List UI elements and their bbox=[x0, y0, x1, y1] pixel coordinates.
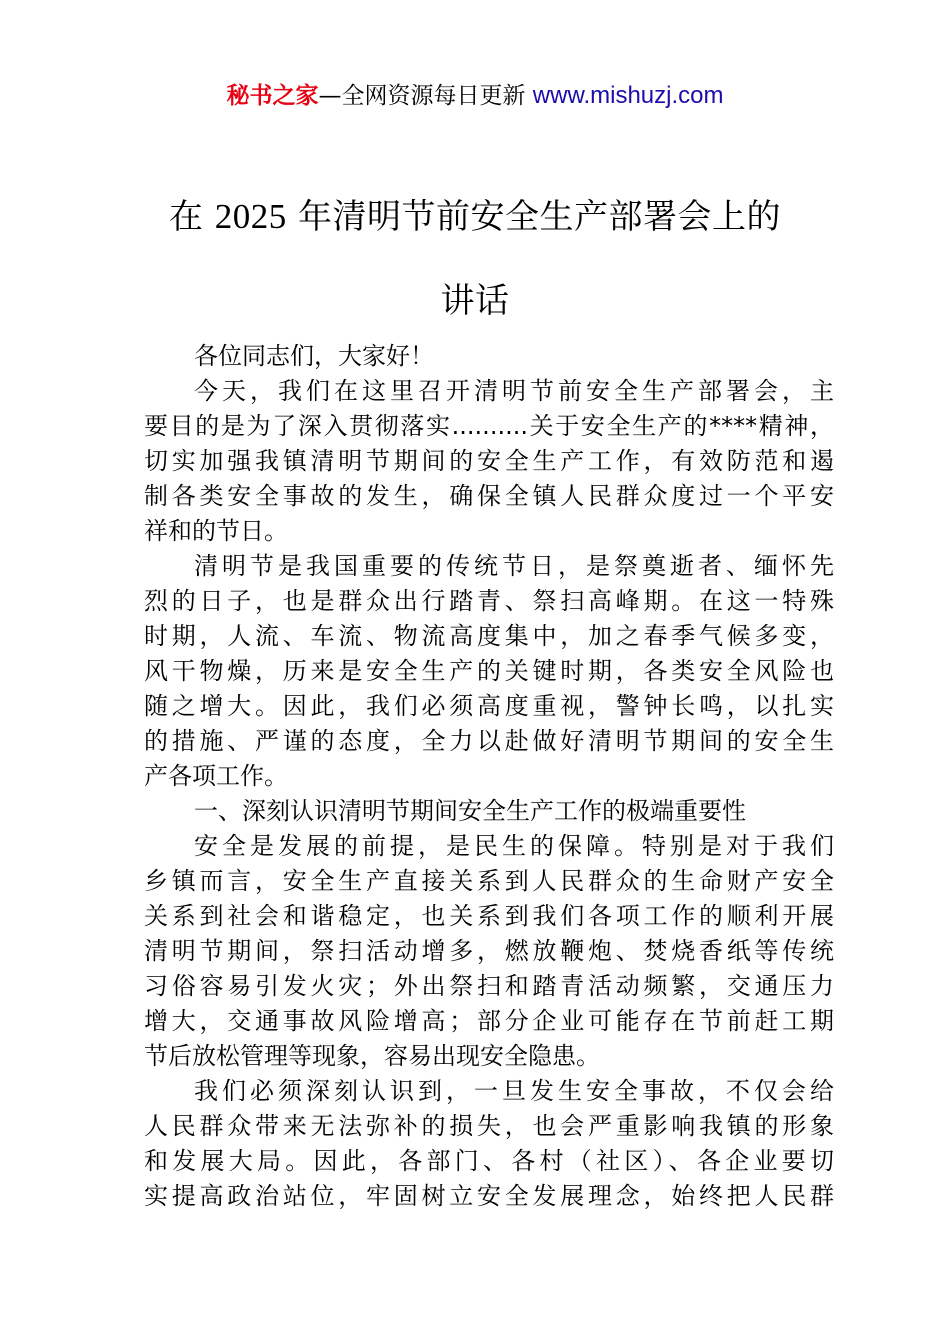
body-line: 产各项工作。 bbox=[144, 762, 288, 790]
body-line: 增大，交通事故风险增高；部分企业可能存在节前赶工期 bbox=[144, 1007, 834, 1035]
body-line: 要目的是为了深入贯彻落实..........关于安全生产的****精神， bbox=[144, 412, 834, 440]
body-line: 实提高政治站位，牢固树立安全发展理念，始终把人民群 bbox=[144, 1182, 834, 1210]
body-line: 切实加强我镇清明节期间的安全生产工作，有效防范和遏 bbox=[144, 447, 834, 475]
body-line: 安全是发展的前提，是民生的保障。特别是对于我们 bbox=[194, 832, 834, 860]
body-line: 人民群众带来无法弥补的损失，也会严重影响我镇的形象 bbox=[144, 1112, 834, 1140]
body-line: 清明节是我国重要的传统节日，是祭奠逝者、缅怀先 bbox=[194, 552, 834, 580]
site-header bbox=[0, 80, 950, 112]
title-year: 2025 bbox=[214, 197, 287, 236]
body-line: 的措施、严谨的态度，全力以赴做好清明节期间的安全生 bbox=[144, 727, 834, 755]
title-line1-rest: 年清明节前安全生产部署会上的 bbox=[286, 197, 782, 237]
body-line: 关系到社会和谐稳定，也关系到我们各项工作的顺利开展 bbox=[144, 902, 834, 930]
document-body bbox=[144, 339, 834, 1214]
body-line: 时期，人流、车流、物流高度集中，加之春季气候多变， bbox=[144, 622, 834, 650]
body-line: 今天，我们在这里召开清明节前安全生产部署会，主 bbox=[194, 377, 834, 405]
body-line: 清明节期间，祭扫活动增多，燃放鞭炮、焚烧香纸等传统 bbox=[144, 937, 834, 965]
body-line: 随之增大。因此，我们必须高度重视，警钟长鸣，以扎实 bbox=[144, 692, 834, 720]
body-line: 一、深刻认识清明节期间安全生产工作的极端重要性 bbox=[194, 797, 746, 825]
body-line: 我们必须深刻认识到，一旦发生安全事故，不仅会给 bbox=[194, 1077, 834, 1105]
title-line2: 讲话 bbox=[440, 281, 510, 321]
body-line: 习俗容易引发火灾；外出祭扫和踏青活动频繁，交通压力 bbox=[144, 972, 834, 1000]
body-line: 节后放松管理等现象，容易出现安全隐患。 bbox=[144, 1042, 600, 1070]
site-tagline: —全网资源每日更新 bbox=[318, 83, 533, 109]
body-line: 和发展大局。因此，各部门、各村（社区）、各企业要切 bbox=[144, 1147, 834, 1175]
title-prefix: 在 bbox=[168, 197, 215, 237]
body-line: 各位同志们，大家好！ bbox=[194, 342, 434, 370]
body-line: 乡镇而言，安全生产直接关系到人民群众的生命财产安全 bbox=[144, 867, 834, 895]
body-line: 祥和的节日。 bbox=[144, 517, 288, 545]
body-line: 烈的日子，也是群众出行踏青、祭扫高峰期。在这一特殊 bbox=[144, 587, 834, 615]
body-line: 风干物燥，历来是安全生产的关键时期，各类安全风险也 bbox=[144, 657, 834, 685]
site-brand: 秘书之家 bbox=[226, 83, 319, 109]
body-line: 制各类安全事故的发生，确保全镇人民群众度过一个平安 bbox=[144, 482, 834, 510]
site-url-link[interactable]: www.mishuzj.com bbox=[532, 82, 724, 109]
document-title bbox=[120, 175, 830, 343]
